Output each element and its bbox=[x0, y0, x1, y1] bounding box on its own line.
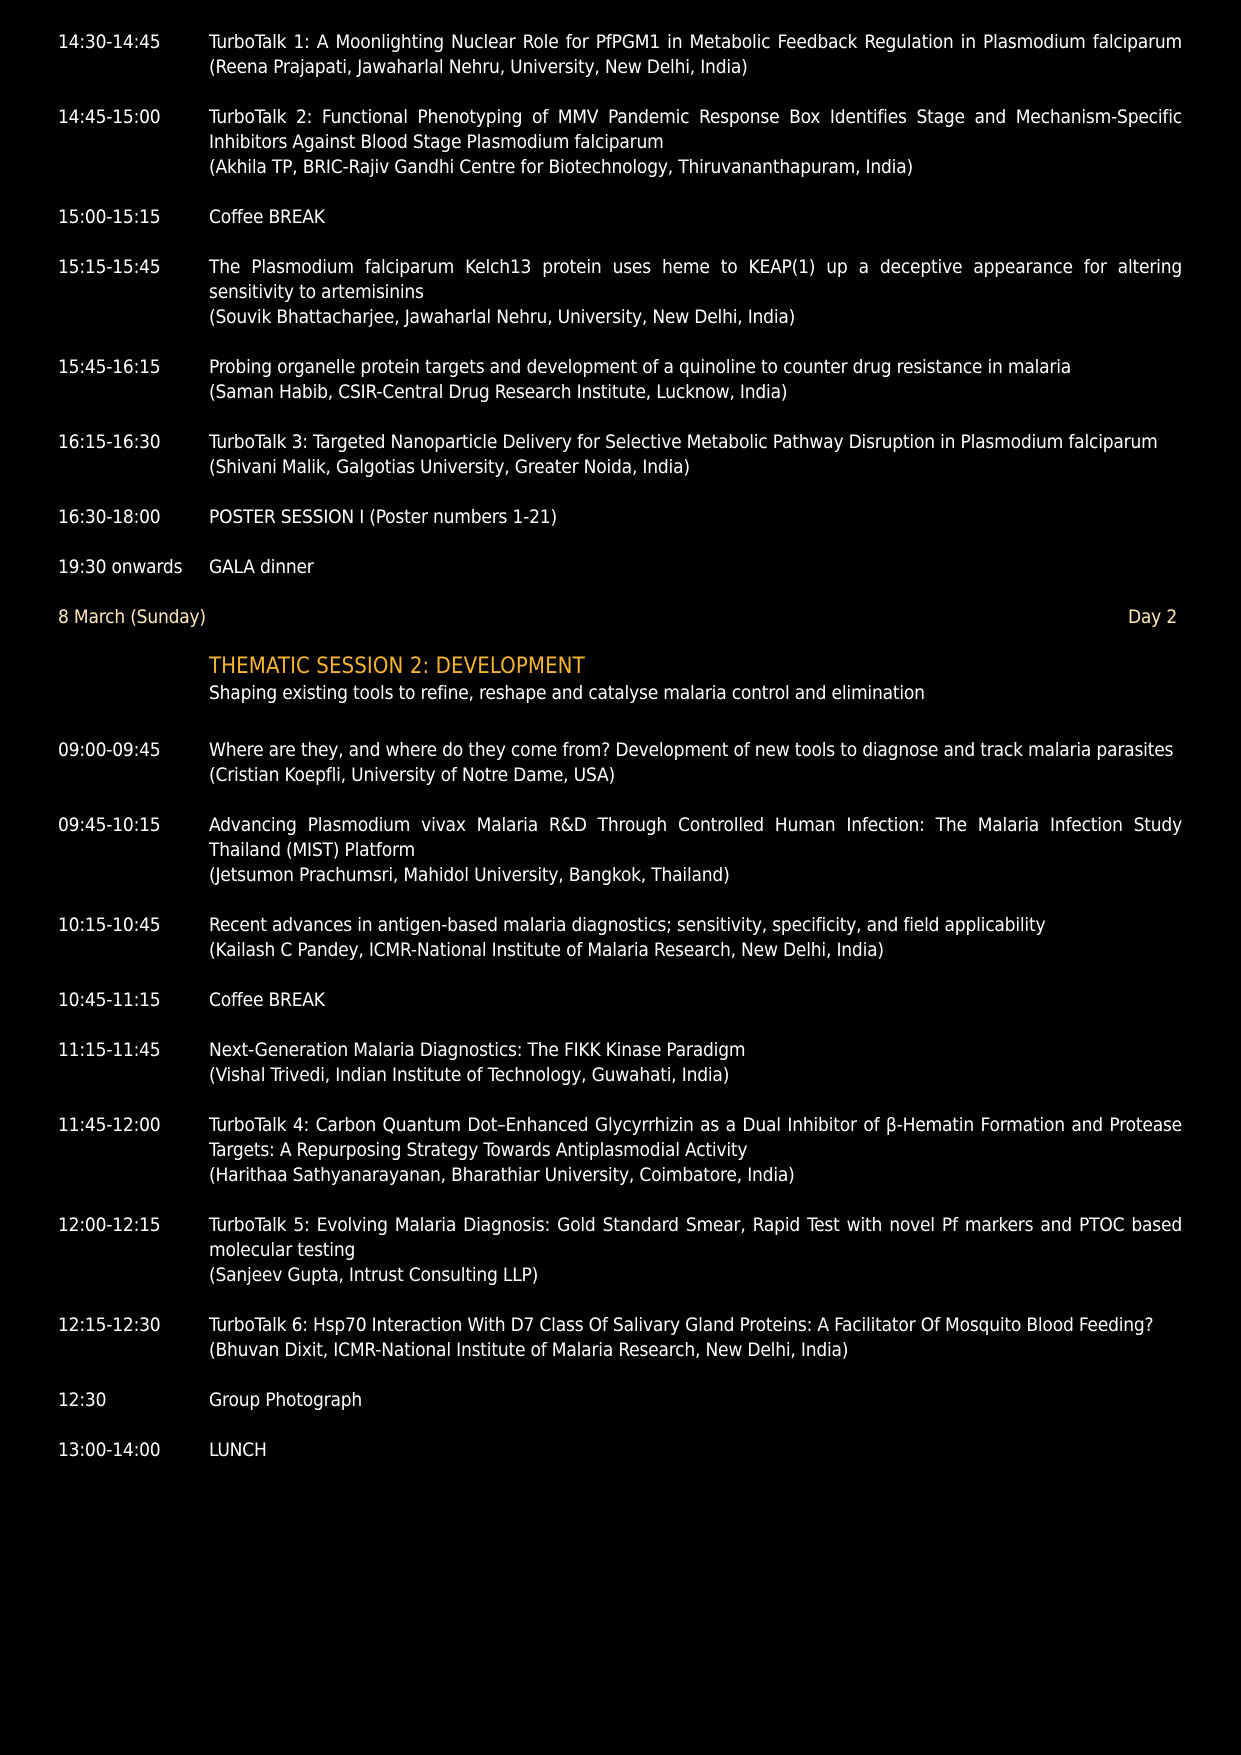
entry-body bbox=[209, 255, 1182, 330]
entry-time: 11:15-11:45 bbox=[58, 1039, 161, 1061]
day1-schedule bbox=[58, 30, 1182, 580]
entry-body bbox=[209, 813, 1182, 888]
schedule-entry bbox=[58, 913, 1182, 963]
schedule-entry bbox=[58, 813, 1182, 888]
schedule-entry bbox=[58, 255, 1182, 330]
speaker-affiliation: (Shivani Malik, Galgotias University, Greater Noida, India) bbox=[209, 456, 690, 478]
entry-body bbox=[209, 1113, 1182, 1188]
speaker-affiliation: (Jetsumon Prachumsri, Mahidol University, Bangkok, Thailand) bbox=[209, 864, 730, 886]
speaker-affiliation: (Kailash C Pandey, ICMR-National Institute of Malaria Research, New Delhi, India) bbox=[209, 939, 884, 961]
entry-time: 12:15-12:30 bbox=[58, 1314, 161, 1336]
entry-time: 12:00-12:15 bbox=[58, 1214, 161, 1236]
talk-title: TurboTalk 4: Carbon Quantum Dot–Enhanced Glycyrrhizin as a Dual Inhibitor of β-Hematin Formation and Protease Targets: A Repurposing Strategy Towards Antiplasmodial Activity bbox=[209, 1114, 1182, 1161]
talk-title: Probing organelle protein targets and development of a quinoline to counter drug resistance in malaria bbox=[209, 356, 1072, 378]
schedule-entry bbox=[58, 430, 1182, 480]
entry-time: 10:45-11:15 bbox=[58, 989, 161, 1011]
entry-time: 12:30 bbox=[58, 1389, 107, 1411]
speaker-affiliation: (Vishal Trivedi, Indian Institute of Technology, Guwahati, India) bbox=[209, 1064, 730, 1086]
schedule-entry bbox=[58, 1038, 1182, 1088]
speaker-affiliation: (Cristian Koepfli, University of Notre Dame, USA) bbox=[209, 764, 615, 786]
schedule-entry bbox=[58, 988, 1182, 1013]
schedule-entry bbox=[58, 105, 1182, 180]
day-date: 8 March (Sunday) bbox=[58, 606, 206, 628]
entry-body bbox=[209, 430, 1182, 480]
speaker-affiliation: (Akhila TP, BRIC-Rajiv Gandhi Centre for Biotechnology, Thiruvananthapuram, India) bbox=[209, 156, 913, 178]
entry-time: 19:30 onwards bbox=[58, 556, 183, 578]
entry-time: 15:45-16:15 bbox=[58, 356, 161, 378]
talk-title: Advancing Plasmodium vivax Malaria R&D Through Controlled Human Infection: The Malaria Infection Study Thailand (MIST) Platform bbox=[209, 814, 1182, 861]
talk-title: TurboTalk 3: Targeted Nanoparticle Delivery for Selective Metabolic Pathway Disruption in Plasmodium falciparum bbox=[209, 431, 1158, 453]
entry-time: 16:30-18:00 bbox=[58, 506, 161, 528]
entry-body bbox=[209, 1213, 1182, 1288]
talk-title: TurboTalk 2: Functional Phenotyping of MMV Pandemic Response Box Identifies Stage and Mechanism-Specific Inhibitors Against Blood Stage Plasmodium falciparum bbox=[209, 106, 1182, 153]
schedule-entry bbox=[58, 1213, 1182, 1288]
entry-body bbox=[209, 355, 1182, 405]
entry-time: 16:15-16:30 bbox=[58, 431, 161, 453]
talk-title: Where are they, and where do they come from? Development of new tools to diagnose and track malaria parasites bbox=[209, 739, 1174, 761]
entry-body bbox=[209, 913, 1182, 963]
session-header bbox=[209, 653, 1182, 706]
dinner-label: GALA dinner bbox=[209, 556, 314, 578]
entry-time: 09:45-10:15 bbox=[58, 814, 161, 836]
schedule-entry bbox=[58, 1313, 1182, 1363]
entry-time: 09:00-09:45 bbox=[58, 739, 161, 761]
entry-body bbox=[209, 555, 1182, 580]
day-label: Day 2 bbox=[1127, 606, 1177, 628]
entry-body bbox=[209, 988, 1182, 1013]
talk-title: TurboTalk 1: A Moonlighting Nuclear Role for PfPGM1 in Metabolic Feedback Regulation in Plasmodium falciparum (Reena Prajapati, Jawaharlal Nehru, University, New Delhi, India) bbox=[209, 31, 1182, 78]
poster-session-label: POSTER SESSION I (Poster numbers 1-21) bbox=[209, 506, 557, 528]
break-label: Coffee BREAK bbox=[209, 206, 325, 228]
entry-body bbox=[209, 738, 1182, 788]
lunch-label: LUNCH bbox=[209, 1439, 267, 1461]
talk-title: The Plasmodium falciparum Kelch13 protein uses heme to KEAP(1) up a deceptive appearance for altering sensitivity to artemisinins bbox=[209, 256, 1182, 303]
day2-schedule bbox=[58, 738, 1182, 1463]
photo-label: Group Photograph bbox=[209, 1389, 363, 1411]
talk-title: Recent advances in antigen-based malaria diagnostics; sensitivity, specificity, and field applicability bbox=[209, 914, 1046, 936]
schedule-entry bbox=[58, 1388, 1182, 1413]
talk-title: Next-Generation Malaria Diagnostics: The FIKK Kinase Paradigm bbox=[209, 1039, 746, 1061]
entry-time: 11:45-12:00 bbox=[58, 1114, 161, 1136]
programme-page bbox=[58, 30, 1182, 1488]
schedule-entry bbox=[58, 505, 1182, 530]
schedule-entry bbox=[58, 30, 1182, 80]
entry-body bbox=[209, 1313, 1182, 1363]
schedule-entry bbox=[58, 738, 1182, 788]
entry-time: 15:15-15:45 bbox=[58, 256, 161, 278]
talk-title: TurboTalk 5: Evolving Malaria Diagnosis: Gold Standard Smear, Rapid Test with novel Pf markers and PTOC based molecular testing bbox=[209, 1214, 1182, 1261]
schedule-entry bbox=[58, 355, 1182, 405]
entry-time: 14:45-15:00 bbox=[58, 106, 161, 128]
entry-body bbox=[209, 105, 1182, 180]
entry-body bbox=[209, 30, 1182, 80]
day-header bbox=[58, 605, 1182, 630]
entry-time: 13:00-14:00 bbox=[58, 1439, 161, 1461]
entry-body bbox=[209, 1038, 1182, 1088]
schedule-entry bbox=[58, 205, 1182, 230]
entry-body bbox=[209, 505, 1182, 530]
entry-body bbox=[209, 1388, 1182, 1413]
speaker-affiliation: (Souvik Bhattacharjee, Jawaharlal Nehru, University, New Delhi, India) bbox=[209, 306, 796, 328]
speaker-affiliation: (Bhuvan Dixit, ICMR-National Institute of Malaria Research, New Delhi, India) bbox=[209, 1339, 849, 1361]
talk-title: TurboTalk 6: Hsp70 Interaction With D7 Class Of Salivary Gland Proteins: A Facilitator Of Mosquito Blood Feeding? bbox=[209, 1314, 1154, 1336]
entry-body bbox=[209, 205, 1182, 230]
schedule-entry bbox=[58, 1438, 1182, 1463]
entry-body bbox=[209, 1438, 1182, 1463]
session-title: THEMATIC SESSION 2: DEVELOPMENT bbox=[209, 654, 585, 679]
speaker-affiliation: (Harithaa Sathyanarayanan, Bharathiar University, Coimbatore, India) bbox=[209, 1164, 795, 1186]
entry-time: 15:00-15:15 bbox=[58, 206, 161, 228]
break-label: Coffee BREAK bbox=[209, 989, 325, 1011]
session-subtitle: Shaping existing tools to refine, reshape and catalyse malaria control and elimination bbox=[209, 682, 925, 704]
entry-time: 14:30-14:45 bbox=[58, 31, 161, 53]
schedule-entry bbox=[58, 1113, 1182, 1188]
schedule-entry bbox=[58, 555, 1182, 580]
speaker-affiliation: (Sanjeev Gupta, Intrust Consulting LLP) bbox=[209, 1264, 539, 1286]
speaker-affiliation: (Saman Habib, CSIR-Central Drug Research Institute, Lucknow, India) bbox=[209, 381, 788, 403]
entry-time: 10:15-10:45 bbox=[58, 914, 161, 936]
